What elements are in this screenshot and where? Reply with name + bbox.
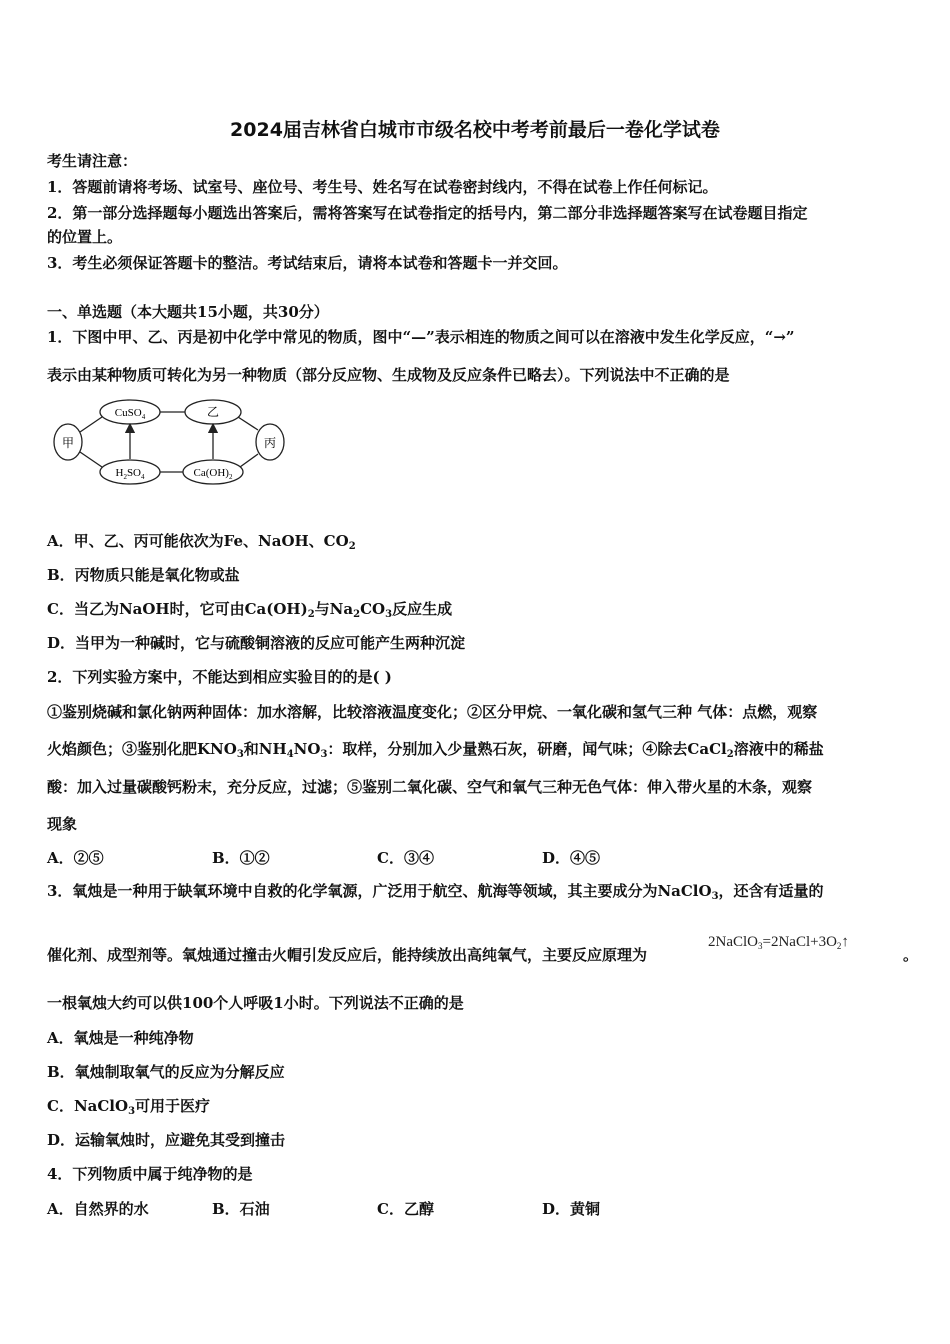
q2-line4: 现象 bbox=[47, 815, 78, 833]
link-jia-h2so4 bbox=[80, 452, 102, 467]
q2-line2: 火焰颜色；③鉴别化肥$KNO_3$和$NH_4NO_3$：取样，分别加入少量熟石灰，研磨，闻气味；④除去CaCl$_2$溶液中的稀盐 bbox=[47, 740, 824, 760]
label-h2so4: $H_2SO_4$ bbox=[115, 467, 145, 481]
label-yi: 乙 bbox=[206, 405, 220, 419]
link-caoh2-bing bbox=[240, 454, 258, 467]
q2-stem: 2．下列实验方案中，不能达到相应实验目的的是( ) bbox=[47, 668, 392, 686]
label-caoh2: $Ca(OH)_2$ bbox=[193, 467, 233, 481]
q2-option-c: C．③④ bbox=[377, 849, 434, 867]
q2-option-b: B．①② bbox=[212, 849, 270, 867]
q1-relation-diagram bbox=[50, 395, 290, 490]
q2-line1: ①鉴别烧碱和氯化钠两种固体：加水溶解，比较溶液温度变化；②区分甲烷、一氧化碳和氢气三种 气体：点燃，观察 bbox=[47, 703, 818, 721]
label-bing: 丙 bbox=[263, 436, 277, 450]
q4-option-b: B．石油 bbox=[212, 1200, 270, 1218]
section-heading: 一、单选题（本大题共15小题，共30分） bbox=[47, 303, 329, 321]
q2-option-d: D．④⑤ bbox=[542, 849, 601, 867]
q4-option-d: D．黄铜 bbox=[542, 1200, 601, 1218]
notice-heading: 考生请注意： bbox=[47, 152, 138, 170]
q3-stem-line2: 催化剂、成型剂等。氧烛通过撞击火帽引发反应后，能持续放出高纯氧气，主要反应原理为 bbox=[47, 946, 648, 964]
q3-option-d: D．运输氧烛时，应避免其受到撞击 bbox=[47, 1131, 286, 1149]
q1-option-c: C．当乙为NaOH时，它可由$Ca(OH)_2$与$Na_2CO_3$反应生成 bbox=[47, 600, 453, 620]
q4-option-a: A．自然界的水 bbox=[47, 1200, 149, 1218]
q3-stem-line2-end: 。 bbox=[903, 946, 919, 964]
notice-item-2: 2．第一部分选择题每小题选出答案后，需将答案写在试卷指定的括号内，第二部分非选择题答案写在试卷题目指定 bbox=[47, 204, 808, 222]
link-yi-bing bbox=[238, 417, 258, 430]
notice-item-1: 1．答题前请将考场、试室号、座位号、考生号、姓名写在试卷密封线内，不得在试卷上作任何标记。 bbox=[47, 178, 718, 196]
q4-stem: 4．下列物质中属于纯净物的是 bbox=[47, 1165, 253, 1183]
q1-option-a: A．甲、乙、丙可能依次为Fe、NaOH、$CO_2$ bbox=[47, 532, 356, 552]
q1-option-d: D．当甲为一种碱时，它与硫酸铜溶液的反应可能产生两种沉淀 bbox=[47, 634, 466, 652]
q1-stem-line1: 1．下图中甲、乙、丙是初中化学中常见的物质，图中“—”表示相连的物质之间可以在溶液中发生化学反应，“→” bbox=[47, 328, 795, 346]
q3-stem-line3: 一根氧烛大约可以供100个人呼吸1小时。下列说法不正确的是 bbox=[47, 994, 464, 1012]
label-jia: 甲 bbox=[61, 436, 75, 450]
q3-option-a: A．氧烛是一种纯净物 bbox=[47, 1029, 194, 1047]
notice-item-3: 3．考生必须保证答题卡的整洁。考试结束后，请将本试卷和答题卡一并交回。 bbox=[47, 254, 568, 272]
q1-stem-line2: 表示由某种物质可转化为另一种物质（部分反应物、生成物及反应条件已略去）。下列说法中不正确的是 bbox=[47, 366, 730, 384]
q2-option-a: A．②⑤ bbox=[47, 849, 104, 867]
q3-option-c: C．NaClO$_3$可用于医疗 bbox=[47, 1097, 211, 1117]
q1-option-b: B．丙物质只能是氧化物或盐 bbox=[47, 566, 240, 584]
notice-item-2-cont: 的位置上。 bbox=[47, 228, 123, 246]
q3-equation: $2NaClO_3=2NaCl+3O_2↑$ bbox=[708, 934, 849, 951]
q2-line3: 酸：加入过量碳酸钙粉末，充分反应，过滤；⑤鉴别二氧化碳、空气和氧气三种无色气体：伸入带火星的木条，观察 bbox=[47, 778, 813, 796]
page-title: 2024届吉林省白城市市级名校中考考前最后一卷化学试卷 bbox=[230, 119, 720, 141]
q3-stem-line1: 3．氧烛是一种用于缺氧环境中自救的化学氧源，广泛用于航空、航海等领域，其主要成分为NaClO$_3$，还含有适量的 bbox=[47, 882, 824, 902]
q4-option-c: C．乙醇 bbox=[377, 1200, 434, 1218]
label-cuso4: CuSO$_4$ bbox=[114, 407, 146, 421]
link-jia-cuso4 bbox=[80, 417, 102, 432]
q3-option-b: B．氧烛制取氧气的反应为分解反应 bbox=[47, 1063, 285, 1081]
